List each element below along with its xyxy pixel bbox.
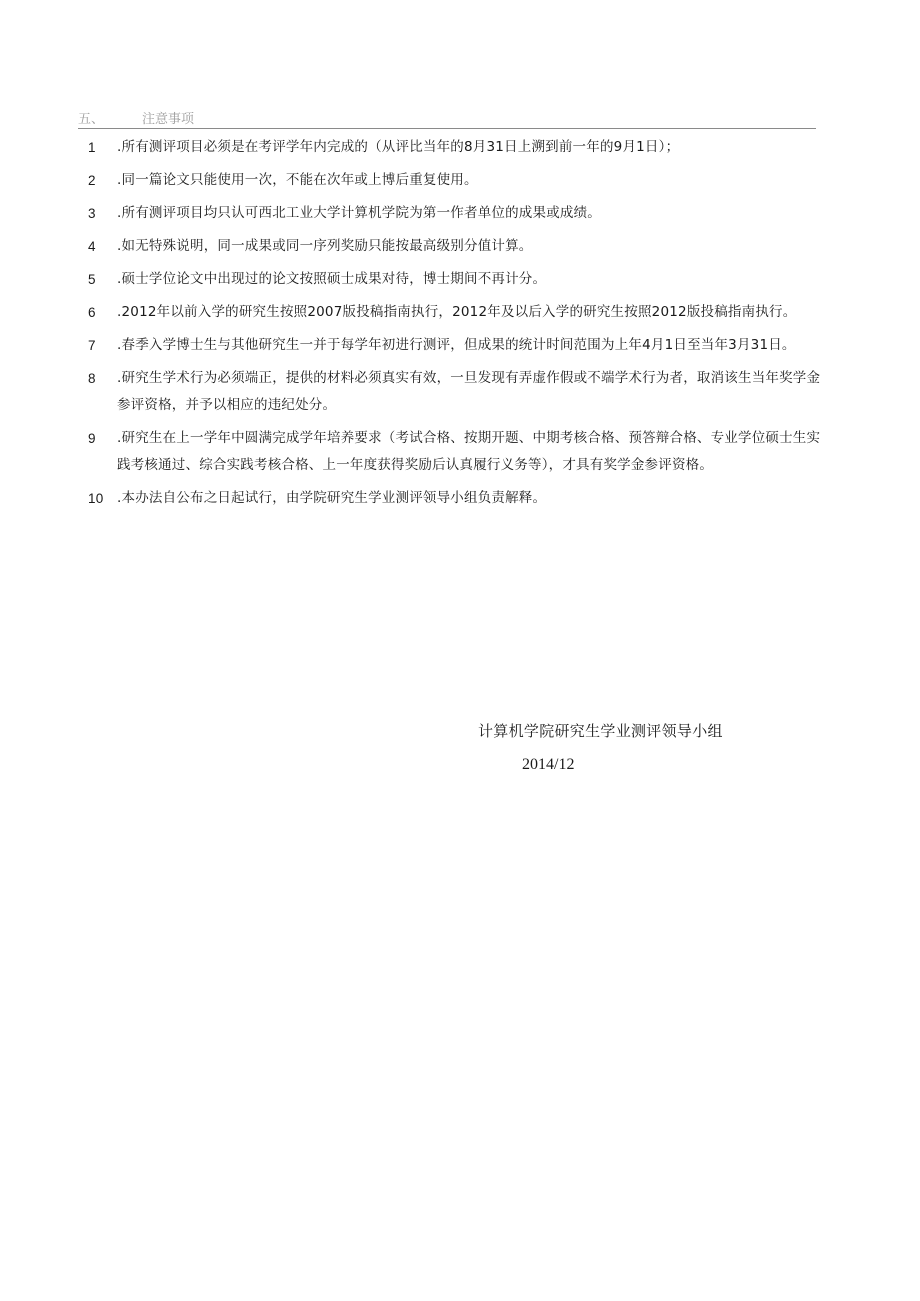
rule-item: [88, 365, 823, 419]
rule-item: [88, 167, 823, 194]
rule-item: [88, 233, 823, 260]
rule-number: 8: [88, 371, 96, 386]
rule-item: [88, 485, 823, 512]
signature-date: 2014/12: [522, 756, 575, 773]
rule-number: 1: [88, 140, 96, 155]
rule-item: [88, 134, 823, 161]
rule-number: 6: [88, 305, 96, 320]
rule-item: [88, 425, 823, 479]
rule-number: 4: [88, 239, 96, 254]
rule-number: 7: [88, 338, 96, 353]
rule-text: .所有测评项目必须是在考评学年内完成的（从评比当年的8月31日上溯到前一年的9月1日）；: [117, 139, 680, 155]
rule-number: 9: [88, 431, 96, 446]
rule-text: .本办法自公布之日起试行，由学院研究生学业测评领导小组负责解释。: [117, 490, 547, 506]
rule-text: .同一篇论文只能使用一次，不能在次年或上博后重复使用。: [117, 172, 478, 188]
rule-item: [88, 299, 823, 326]
rule-text: .如无特殊说明，同一成果或同一序列奖励只能按最高级别分值计算。: [117, 238, 533, 254]
rule-text: .硕士学位论文中出现过的论文按照硕士成果对待，博士期间不再计分。: [117, 271, 547, 287]
rule-number: 5: [88, 272, 96, 287]
rule-item: [88, 266, 823, 293]
rule-number: 2: [88, 173, 96, 188]
rule-text: .春季入学博士生与其他研究生一并于每学年初进行测评，但成果的统计时间范围为上年4月1日至当年3月31日。: [117, 337, 796, 353]
section-heading: [78, 106, 816, 129]
section-number: 五、: [78, 112, 105, 127]
rule-text: .所有测评项目均只认可西北工业大学计算机学院为第一作者单位的成果或成绩。: [117, 205, 601, 221]
rule-item: [88, 332, 823, 359]
rule-number: 10: [88, 491, 104, 506]
rule-number: 3: [88, 206, 96, 221]
rule-text: .研究生学术行为必须端正，提供的材料必须真实有效，一旦发现有弄虚作假或不端学术行为者，取消该生当年奖学金参评资格，并予以相应的违纪处分。: [117, 370, 821, 413]
rule-text: .2012年以前入学的研究生按照2007版投稿指南执行，2012年及以后入学的研究生按照2012版投稿指南执行。: [117, 304, 797, 320]
signature-organization: 计算机学院研究生学业测评领导小组: [478, 722, 723, 740]
rule-text: .研究生在上一学年中圆满完成学年培养要求（考试合格、按期开题、中期考核合格、预答辩合格、专业学位硕士生实践考核通过、综合实践考核合格、上一年度获得奖励后认真履行义务等），才具有奖学金参评资格。: [117, 430, 821, 473]
section-title: 注意事项: [142, 112, 195, 127]
rule-item: [88, 200, 823, 227]
rules-list: [88, 134, 823, 518]
